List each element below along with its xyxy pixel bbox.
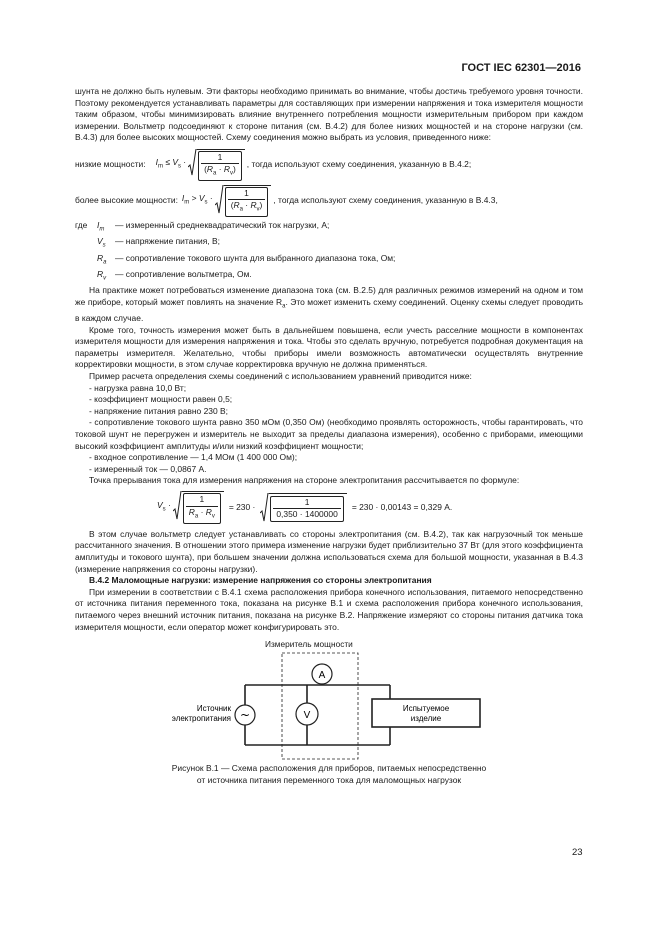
definitions-list <box>75 220 583 285</box>
low-power-text: , тогда используют схему соединения, указанную в В.4.2; <box>246 159 472 170</box>
definition-item: где $I_m$ — измеренный среднеквадратический ток нагрузки, А; <box>75 219 330 233</box>
source-label-2: электропитания <box>171 714 231 724</box>
page-number: 23 <box>572 847 583 858</box>
list-item: - сопротивление токового шунта равно 350 мОм (0,350 Ом) (необходимо проявлять осторожность, чтобы гарантировать, что токовой шунт не перегружен и измеритель не выходит за пределы диапазона измерения), особенно с приборами, имеющими высокий коэффициент амплитуды и/или низкий коэффициент мощности; <box>75 417 583 451</box>
paragraph-intro: шунта не должно быть нулевым. Эти факторы необходимо принимать во внимание, чтобы достичь требуемого уровня точности. Поэтому рекомендуется устанавливать параметры для составляющих при измерении напряжения и тока измерителя мощности таким образом, чтобы минимизировать влияние внутреннего потребления мощности измерительным прибором при каждом измерении. Вольтметр подсоединяют к стороне питания (см. В.4.2) для более низких мощностей и на стороне нагрузки (см. В.4.3) для более высоких мощностей. Схему соединения можно выбрать из условия, приведенного ниже: <box>75 86 583 143</box>
formula-low-power <box>75 150 583 180</box>
paragraph-conclusion: В этом случае вольтметр следует устанавливать со стороны электропитания (см. В.4.2), так как нагрузочный ток меньше рассчитанного значения. В отношении этого примера изменение нагрузки будет приблизительно 37 Вт (для этого коэффициента амплитуды и токового шунта), при большем значении должна использоваться схема для большой мощности, указанная в В.4.3 (измерение напряжения со стороны нагрузки). <box>75 528 583 574</box>
document-header: ГОСТ IEC 62301—2016 <box>461 62 581 74</box>
paragraph-example-intro: Пример расчета определения схемы соединений с использованием уравнений приводится ниже: <box>89 370 472 381</box>
paragraph-breakpoint: Точка прерывания тока для измерения напряжения на стороне электропитания рассчитывается по формуле: <box>89 475 520 486</box>
list-item: - коэффициент мощности равен 0,5; <box>89 394 233 405</box>
paragraph-accuracy: Кроме того, точность измерения может быть в дальнейшем повышена, если учесть расселние мощности в компонентах измерителя мощности для измерения напряжения и тока. Чтобы это сделать вручную, потребуется подробная документация на параметры измерителя. Желательно, чтобы приборы имели возможность автоматически осуществлять внутренние корректировки мощности, в этом случае корректировка вручную не должна применяться. <box>75 324 583 370</box>
load-label-2: изделие <box>410 714 442 724</box>
calc-result: = 230 · 0,00143 = 0,329 А. <box>351 502 453 513</box>
sqrt-calc-2: $\frac{1}{0,350 \cdot 1400000}$ <box>260 493 346 523</box>
ammeter-label: А <box>318 670 326 682</box>
low-power-label: низкие мощности: <box>75 159 146 170</box>
formula-high-power <box>75 184 583 218</box>
list-item: - напряжение питания равно 230 В; <box>89 405 228 416</box>
ac-symbol: ~ <box>239 708 251 723</box>
example-list <box>75 383 583 476</box>
voltmeter-label: V <box>303 710 311 722</box>
definition-item: $R_a$ — сопротивление токового шунта для выбранного диапазона тока, Ом; <box>97 252 396 266</box>
figure-title: Измеритель мощности <box>265 639 353 650</box>
figure-b1 <box>75 639 583 789</box>
high-power-text: , тогда используют схему соединения, указанную в В.4.3, <box>273 195 498 206</box>
page-body <box>75 86 583 789</box>
paragraph-range-change: На практике может потребоваться изменение диапазона тока (см. В.2.5) для различных режимов измерений на одном и том же приборе, который может повлиять на значение $R_a$. Это может изменить схему соединений. Оценку схемы следует проводить в каждом случае. <box>75 285 584 323</box>
formula-low-lhs: $I_m \le V_s$ · <box>155 156 187 170</box>
load-label-1: Испытуемое <box>402 704 450 714</box>
formula-calculation <box>75 491 583 525</box>
sqrt-high: $\frac{1}{(R_a \cdot R_v)}$ <box>215 185 272 218</box>
formula-high-lhs: $I_m > V_s$ · <box>181 192 213 206</box>
section-title: В.4.2 Маломощные нагрузки: измерение напряжения со стороны электропитания <box>89 575 432 586</box>
high-power-label: более высокие мощности: <box>75 195 178 206</box>
figure-caption: Рисунок В.1 — Схема расположения для приборов, питаемых непосредственно от источника питания переменного тока для маломощных нагрузок <box>171 763 487 785</box>
sqrt-calc-1: $\frac{1}{R_a \cdot R_v}$ <box>173 491 224 524</box>
sqrt-low: $\frac{1}{(R_a \cdot R_v)}$ <box>188 149 245 182</box>
list-item: - нагрузка равна 10,0 Вт; <box>89 382 187 393</box>
list-item: - измеренный ток — 0,0867 А. <box>89 463 207 474</box>
definition-item: $V_s$ — напряжение питания, В; <box>97 236 220 249</box>
paragraph-section-body: При измерении в соответствии с В.4.1 схема расположения прибора конечного использования, питаемого непосредственно от источника питания переменного тока, показана на рисунке В.1 и схема расположения прибора конечного использования, питаемого через внешний источник питания, показана на рисунке В.2. Напряжение измеряют со стороны питания датчика тока измерителя мощности, если оператор может конфигурировать это. <box>75 586 583 632</box>
list-item: - входное сопротивление — 1,4 МОм (1 400 000 Ом); <box>89 452 298 463</box>
source-label-1: Источник <box>196 704 231 714</box>
calc-230: = 230 · <box>228 502 256 513</box>
calc-lhs: $V_s$ · <box>157 499 171 513</box>
definition-item: $R_v$ — сопротивление вольтметра, Ом. <box>97 268 252 282</box>
